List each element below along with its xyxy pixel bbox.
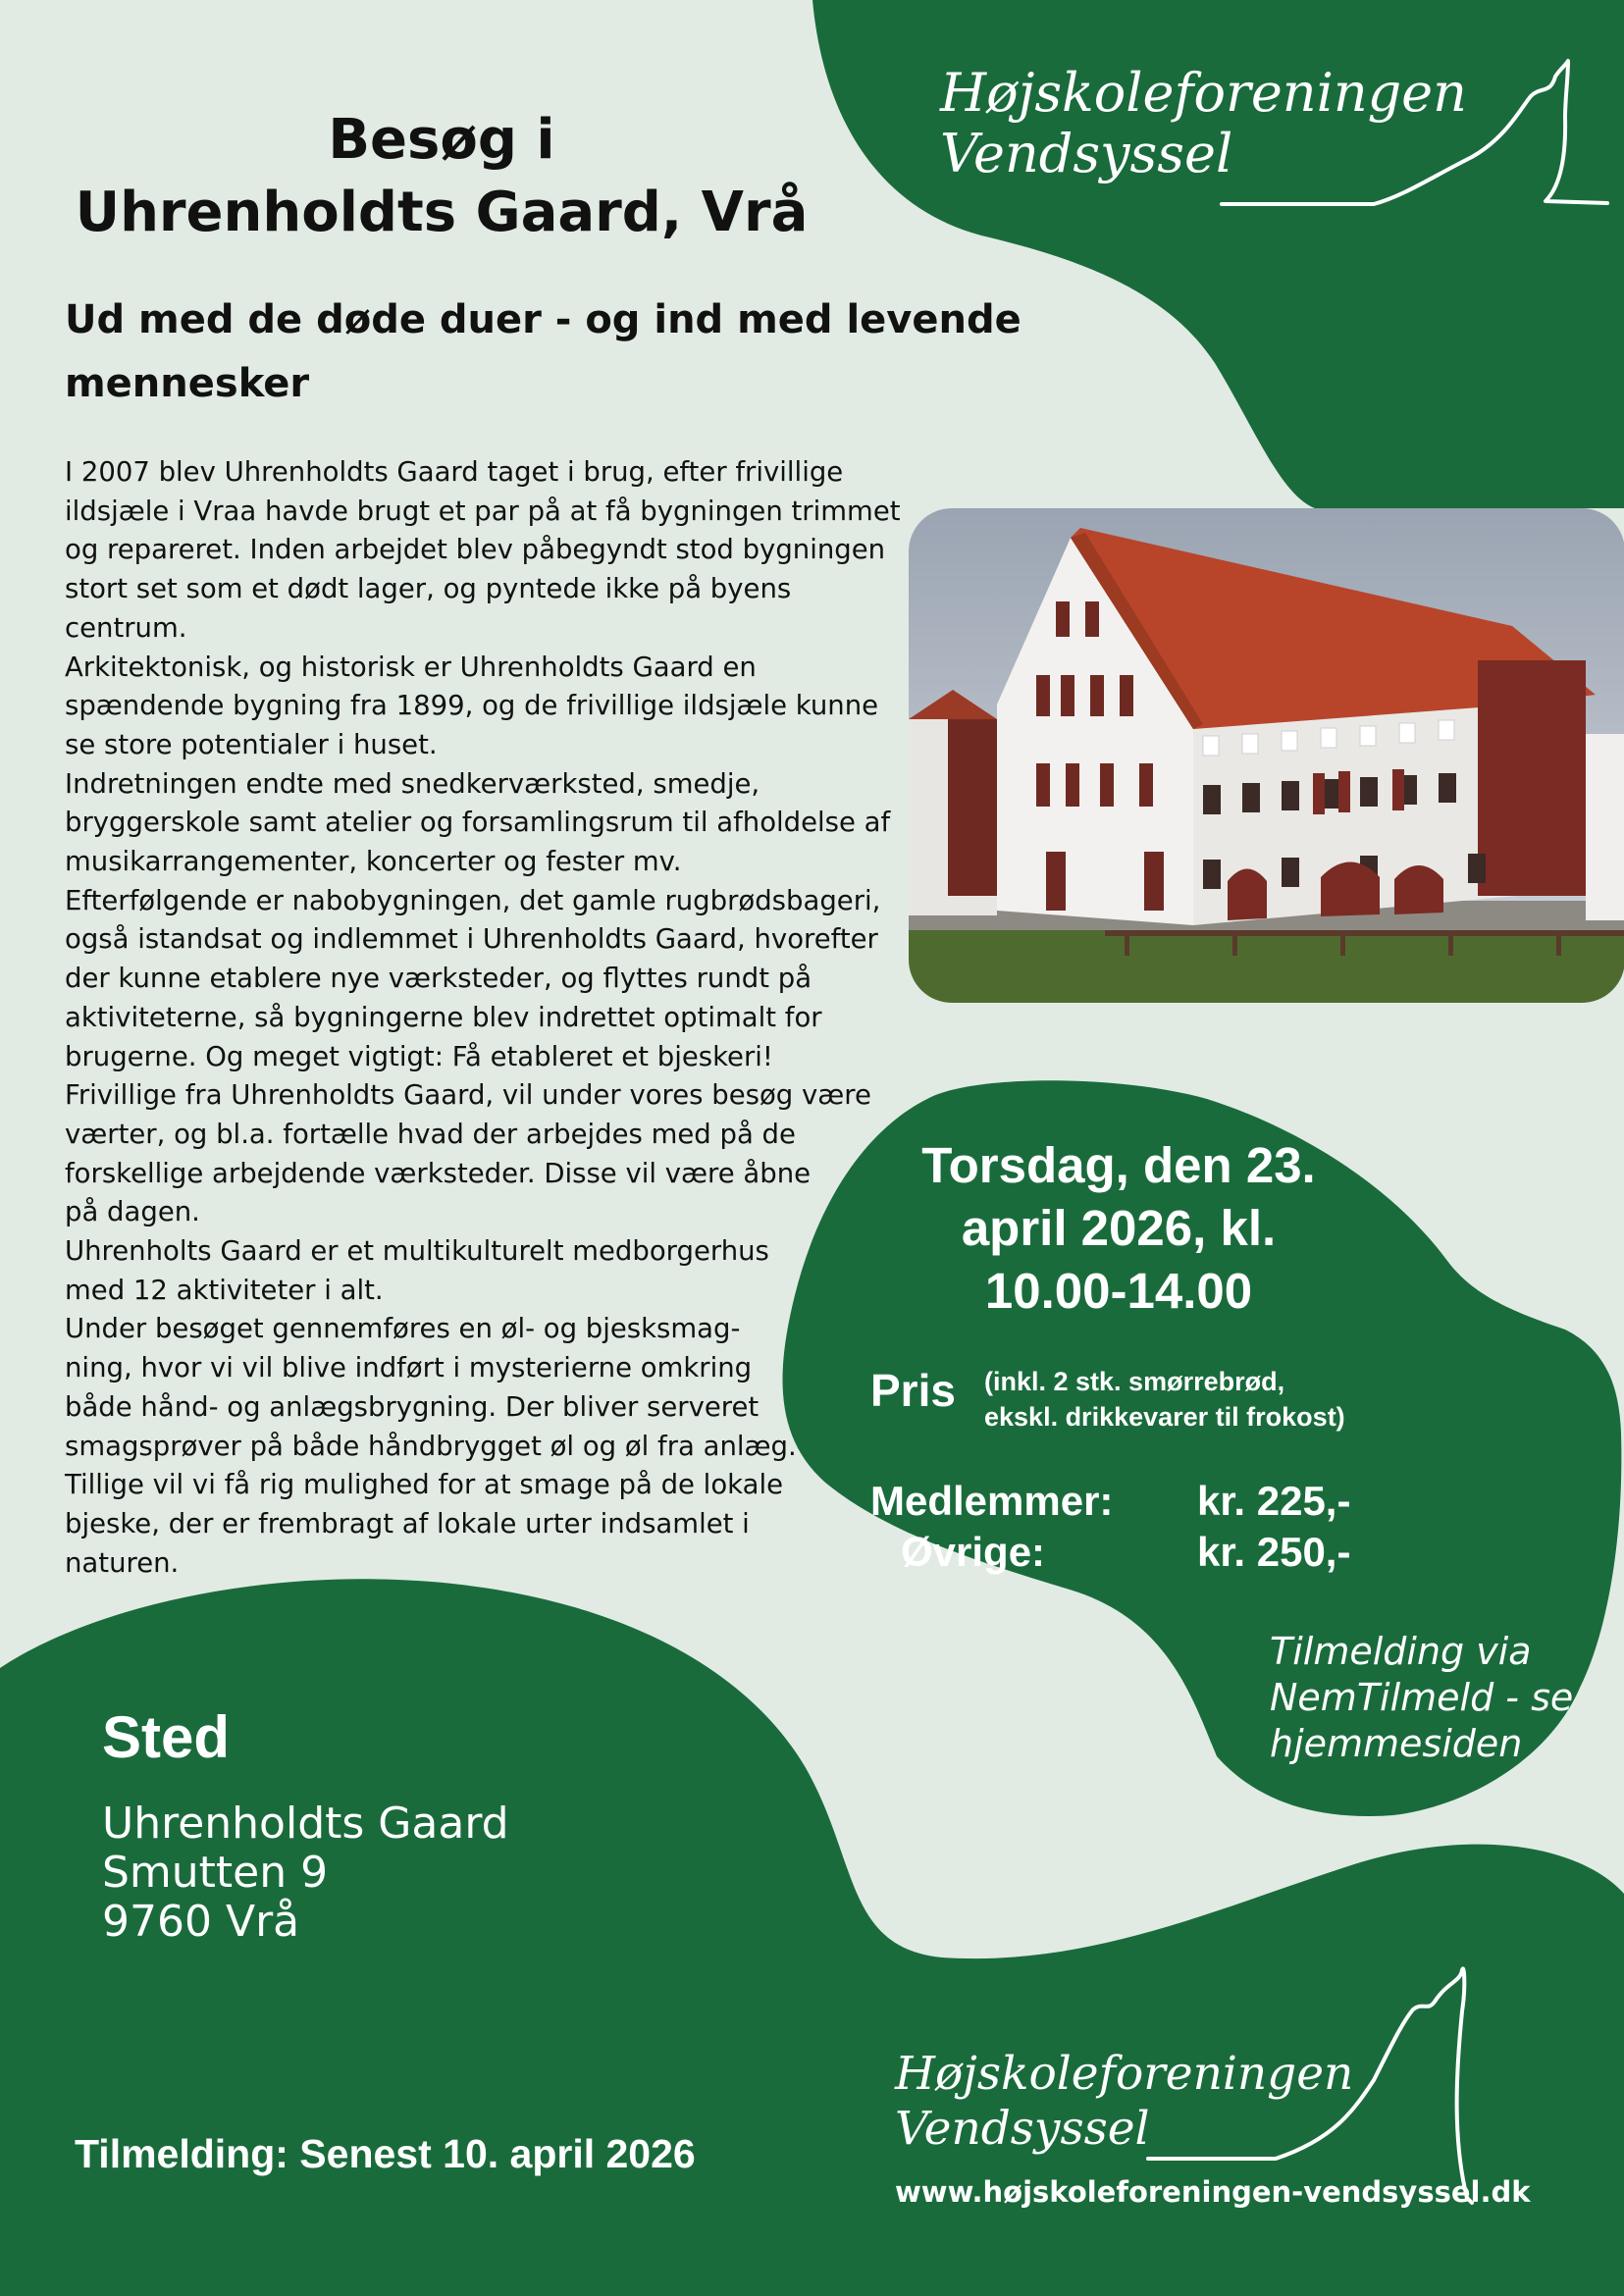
body-line: stort set som et dødt lager, og pyntede ikke på byens	[65, 573, 792, 605]
price-note-line-2: ekskl. drikkevarer til frokost)	[984, 1402, 1345, 1432]
body-line: musikarrangementer, koncerter og fester mv.	[65, 846, 682, 878]
body-line: brugerne. Og meget vigtigt: Få etableret et bjeskeri!	[65, 1040, 773, 1072]
organization-logo	[940, 63, 1467, 184]
body-line: naturen.	[65, 1546, 180, 1579]
body-line: Frivillige fra Uhrenholdts Gaard, vil under vores besøg være	[65, 1079, 871, 1112]
body-line: centrum.	[65, 611, 187, 644]
body-line: Under besøget gennemføres en øl- og bjesksmag-	[65, 1313, 741, 1345]
body-line: se store potentialer i huset.	[65, 728, 438, 760]
event-date-line-1: Torsdag, den 23.	[921, 1137, 1316, 1193]
body-line: ning, hvor vi vil blive indført i mysterierne omkring	[65, 1352, 753, 1384]
address-line-2: Smutten 9	[102, 1848, 329, 1898]
place-heading: Sted	[102, 1704, 231, 1770]
body-paragraph	[65, 453, 909, 1583]
organization-logo-bottom	[895, 2047, 1353, 2157]
body-line: der kunne etablere nye værksteder, og flyttes rundt på	[65, 963, 812, 995]
website-link[interactable]: www.højskoleforeningen-vendsyssel.dk	[895, 2175, 1531, 2209]
body-line: Arkitektonisk, og historisk er Uhrenholdts Gaard en	[65, 651, 757, 683]
event-date-line-3: 10.00-14.00	[984, 1263, 1253, 1319]
page-title	[49, 104, 834, 249]
logo-line-2: Vendsyssel	[940, 123, 1233, 184]
body-line: I 2007 blev Uhrenholdts Gaard taget i brug, efter frivillige	[65, 456, 844, 488]
body-line: spændende bygning fra 1899, og de frivillige ildsjæle kunne	[65, 690, 879, 722]
body-line: Indretningen endte med snedkerværksted, smedje,	[65, 767, 760, 800]
body-line: både hånd- og anlægsbrygning. Der bliver serveret	[65, 1390, 760, 1423]
signup-info	[1270, 1629, 1573, 1767]
body-line: aktiviteterne, så bygningerne blev indrettet optimalt for	[65, 1001, 822, 1033]
event-date	[844, 1134, 1393, 1323]
body-line: ildsjæle i Vraa havde brugt et par på at få bygningen trimmet	[65, 495, 901, 527]
price-note-line-1: (inkl. 2 stk. smørrebrød,	[984, 1367, 1285, 1396]
signup-deadline: Tilmelding: Senest 10. april 2026	[75, 2131, 696, 2176]
subtitle-line-2: mennesker	[65, 361, 310, 406]
body-line: forskellige arbejdende værksteder. Disse vil være åbne	[65, 1157, 812, 1189]
body-line: også istandsat og indlemmet i Uhrenholdts Gaard, hvorefter	[65, 923, 878, 956]
body-line: smagsprøver på både håndbrygget øl og øl fra anlæg.	[65, 1430, 797, 1462]
place-address	[102, 1800, 509, 1947]
body-line: på dagen.	[65, 1196, 200, 1228]
members-price: kr. 225,-	[1197, 1478, 1351, 1524]
building-photo	[909, 508, 1624, 1003]
body-line: Uhrenholts Gaard er et multikulturelt medborgerhus	[65, 1235, 769, 1268]
body-line: med 12 aktiviteter i alt.	[65, 1274, 384, 1306]
others-price: kr. 250,-	[1197, 1529, 1351, 1575]
address-line-3: 9760 Vrå	[102, 1897, 300, 1947]
title-line-2: Uhrenholdts Gaard, Vrå	[75, 181, 809, 244]
body-line: bjeske, der er frembragt af lokale urter indsamlet i	[65, 1507, 750, 1539]
signup-line-1: Tilmelding via	[1270, 1630, 1532, 1673]
page-subtitle	[65, 288, 1046, 416]
signup-line-3: hjemmesiden	[1270, 1722, 1523, 1765]
logo-line-1: Højskoleforeningen	[940, 62, 1467, 124]
body-line: værter, og bl.a. fortælle hvad der arbejdes med på de	[65, 1118, 796, 1150]
address-line-1: Uhrenholdts Gaard	[102, 1799, 509, 1849]
event-date-line-2: april 2026, kl.	[961, 1200, 1277, 1256]
body-line: Efterfølgende er nabobygningen, det gamle rugbrødsbageri,	[65, 884, 881, 916]
body-line: og repareret. Inden arbejdet blev påbegyndt stod bygningen	[65, 534, 886, 566]
price-note	[984, 1364, 1345, 1435]
logo-line-2: Vendsyssel	[895, 2102, 1150, 2156]
body-line: Tillige vil vi få rig mulighed for at smage på de lokale	[65, 1469, 783, 1501]
title-line-1: Besøg i	[328, 108, 555, 172]
logo-line-1: Højskoleforeningen	[895, 2047, 1354, 2101]
signup-line-2: NemTilmeld - se	[1270, 1676, 1574, 1719]
body-line: bryggerskole samt atelier og forsamlingsrum til afholdelse af	[65, 807, 891, 839]
members-label: Medlemmer:	[870, 1478, 1114, 1524]
price-label: Pris	[870, 1365, 956, 1416]
subtitle-line-1: Ud med de døde duer - og ind med levende	[65, 297, 1022, 342]
others-label: Øvrige:	[901, 1529, 1046, 1575]
